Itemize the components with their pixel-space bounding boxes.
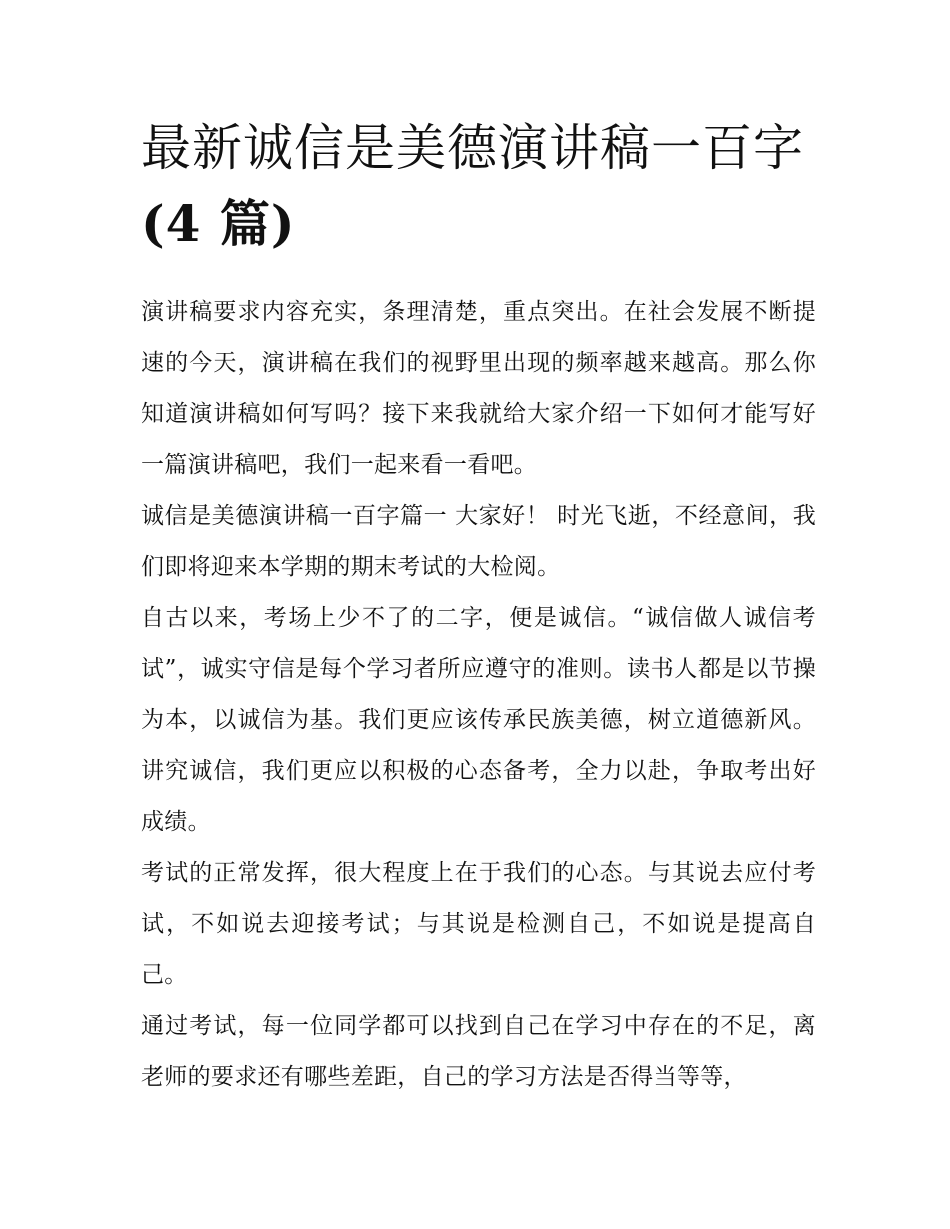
- document-body: [141, 287, 816, 1103]
- paragraph-mindset: 考试的正常发挥，很大程度上在于我们的心态。与其说去应付考试，不如说去迎接考试；与其说是检测自己，不如说是提高自己。: [141, 860, 816, 988]
- paragraph-reflection: 通过考试，每一位同学都可以找到自己在学习中存在的不足，离老师的要求还有哪些差距，自己的学习方法是否得当等等，: [141, 1013, 816, 1090]
- paragraph-greeting: 诚信是美德演讲稿一百字篇一 大家好！ 时光飞逝，不经意间，我们即将迎来本学期的期末考试的大检阅。: [141, 503, 816, 580]
- paragraph-intro: 演讲稿要求内容充实，条理清楚，重点突出。在社会发展不断提速的今天，演讲稿在我们的视野里出现的频率越来越高。那么你知道演讲稿如何写吗？接下来我就给大家介绍一下如何才能写好一篇演讲稿吧，我们一起来看一看吧。: [141, 299, 816, 478]
- document-title: [141, 110, 816, 262]
- title-main: 最新诚信是美德演讲稿一百字: [141, 119, 804, 177]
- paragraph-integrity: 自古以来，考场上少不了的二字，便是诚信。“诚信做人诚信考试”，诚实守信是每个学习者所应遵守的准则。读书人都是以节操为本，以诚信为基。我们更应该传承民族美德，树立道德新风。讲究诚信，我们更应以积极的心态备考，全力以赴，争取考出好成绩。: [141, 605, 816, 835]
- document-page: [141, 110, 816, 1103]
- title-suffix: (4 篇): [141, 194, 296, 253]
